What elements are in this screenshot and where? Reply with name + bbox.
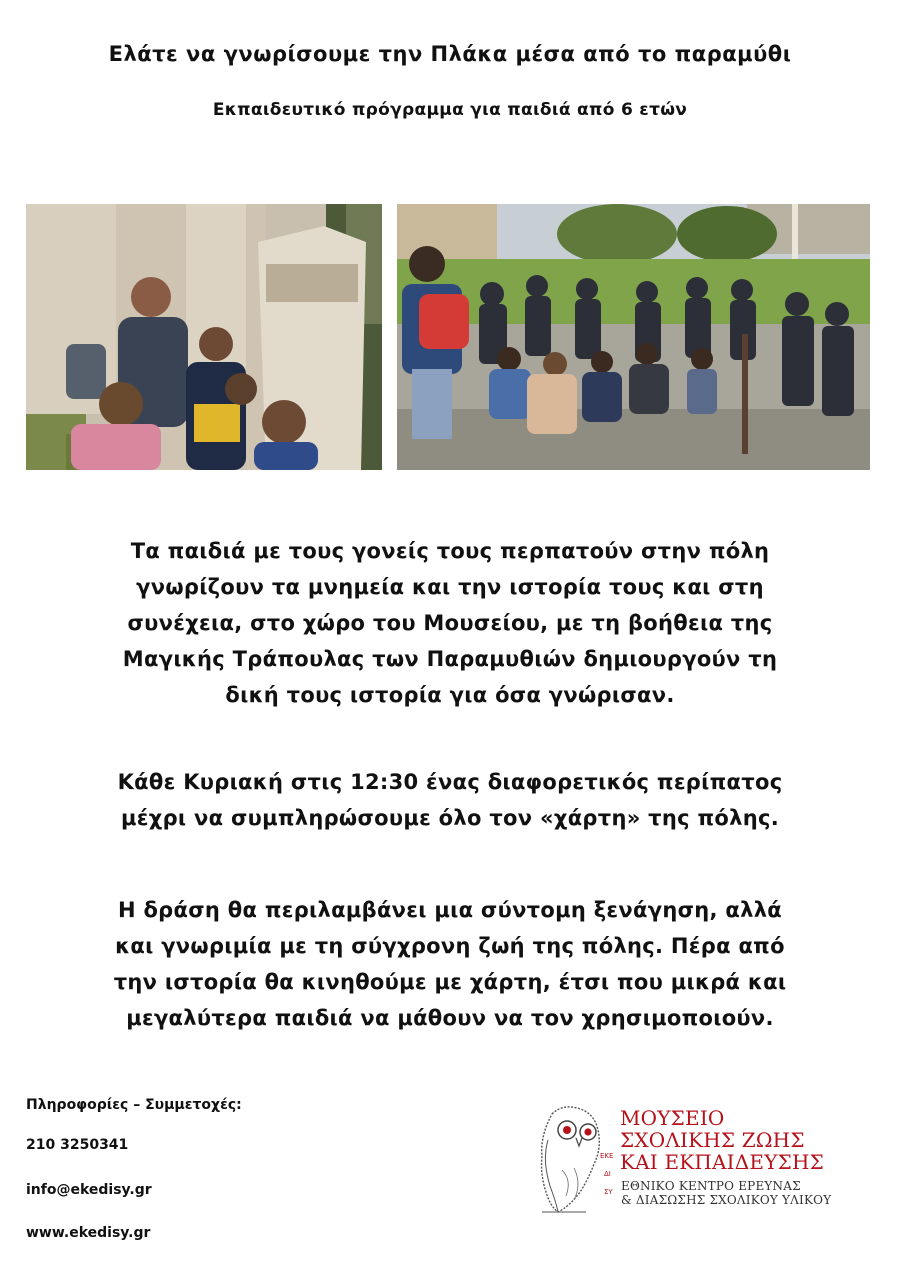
logo-line-2: ΣΧΟΛΙΚΗΣ ΖΩΗΣ <box>620 1128 805 1152</box>
contact-email-link[interactable]: info@ekedisy.gr <box>26 1182 152 1198</box>
logo-line-3: ΚΑΙ ΕΚΠΑΙΔΕΥΣΗΣ <box>620 1150 824 1174</box>
photo-group-at-archaeological-site <box>397 204 870 470</box>
description-paragraph: Τα παιδιά με τους γονείς τους περπατούν στην πόλη γνωρίζουν τα μνημεία και την ιστορία τους και στη συνέχεια, στο χώρο του Μουσείου, με τη βοήθεια της Μαγικής Τράπουλας των Παραμυθιών δημιουργούν τη δική τους ιστορία για όσα γνώρισαν. <box>122 539 778 707</box>
page-subtitle: Εκπαιδευτικό πρόγραμμα για παιδιά από 6 ετών <box>212 100 688 120</box>
schedule-paragraph: Κάθε Κυριακή στις 12:30 ένας διαφορετικός περίπατος μέχρι να συμπληρώσουμε όλο τον «χάρτη» της πόλης. <box>117 770 783 830</box>
logo-sub-2: & ΔΙΑΣΩΣΗΣ ΣΧΟΛΙΚΟΥ ΥΛΙΚΟΥ <box>621 1193 832 1207</box>
contact-phone: 210 3250341 <box>26 1137 129 1153</box>
photo-children-at-monument <box>26 204 382 470</box>
contact-website-link[interactable]: www.ekedisy.gr <box>26 1225 151 1241</box>
logo-title <box>620 1107 824 1173</box>
owl-text-2: ΔΙ <box>604 1170 611 1178</box>
logo-subtitle <box>621 1179 831 1207</box>
activity-paragraph: Η δράση θα περιλαμβάνει μια σύντομη ξενάγηση, αλλά και γνωριμία με τη σύγχρονη ζωή της πόλης. Πέρα από την ιστορία θα κινηθούμε με χάρτη, έτσι που μικρά και μεγαλύτερα παιδιά να μάθουν να τον χρησιμοποιούν. <box>113 898 787 1030</box>
museum-logo <box>522 1100 872 1220</box>
page-title: Ελάτε να γνωρίσουμε την Πλάκα μέσα από το παραμύθι <box>108 42 792 66</box>
owl-icon <box>522 1100 618 1218</box>
contact-label: Πληροφορίες – Συμμετοχές: <box>26 1097 242 1113</box>
owl-text-3: ΣΥ <box>604 1188 613 1196</box>
logo-line-1: ΜΟΥΣΕΙΟ <box>620 1106 725 1130</box>
owl-text-1: ΕΚΕ <box>600 1152 614 1160</box>
logo-sub-1: ΕΘΝΙΚΟ ΚΕΝΤΡΟ ΕΡΕΥΝΑΣ <box>621 1179 801 1193</box>
